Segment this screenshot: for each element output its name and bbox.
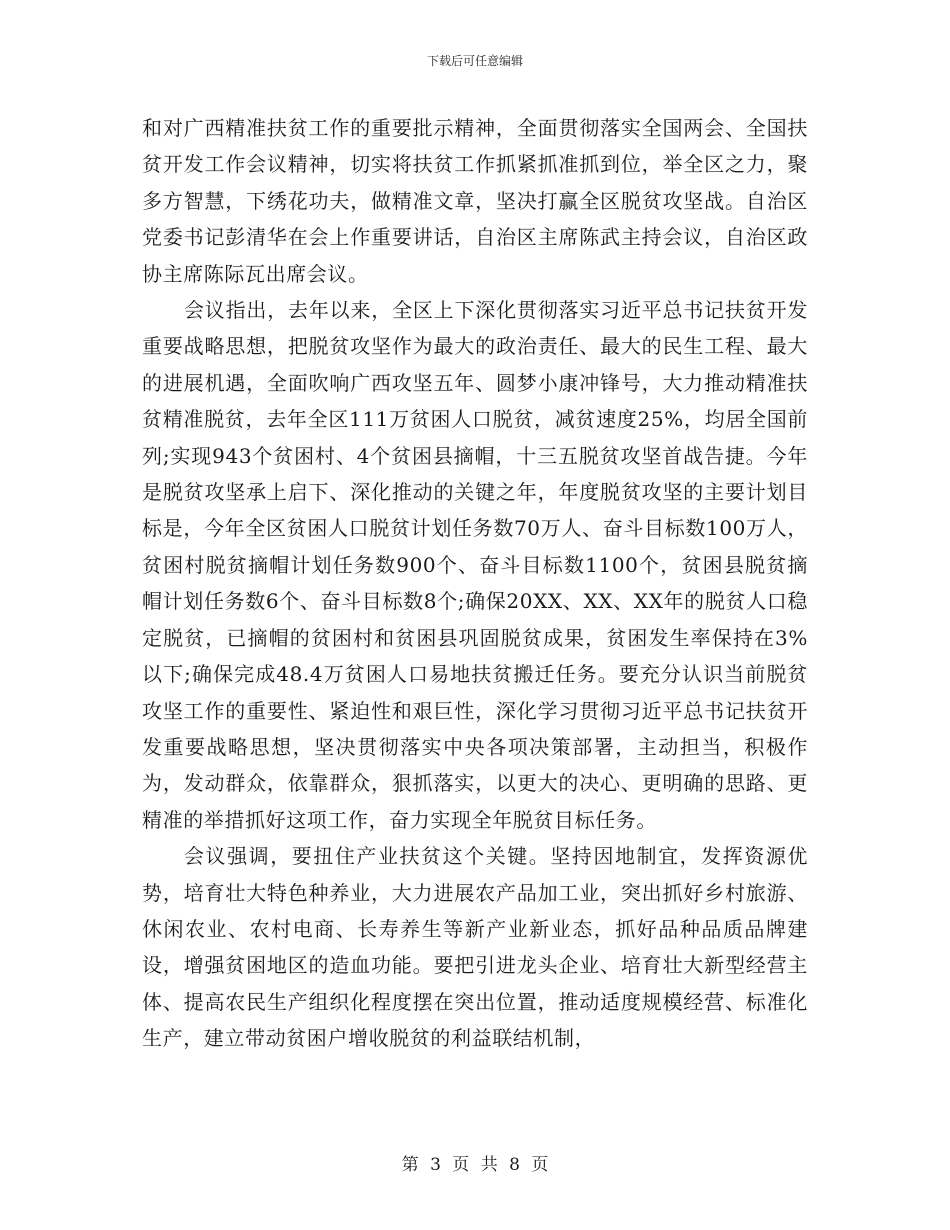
paragraph-meeting-emphasis: 会议强调，要扭住产业扶贫这个关键。坚持因地制宜，发挥资源优势，培育壮大特色种养业，大力进展农产品加工业，突出抓好乡村旅游、休闲农业、农村电商、长寿养生等新产业新业态，抓好品种品质品牌建设，增强贫困地区的造血功能。要把引进龙头企业、培育壮大新型经营主体、提高农民生产组织化程度摆在突出位置，推动适度规模经营、标准化生产，建立带动贫困户增收脱贫的利益联结机制， xyxy=(142,844,808,1051)
page-header: 下载后可任意编辑 xyxy=(426,54,523,68)
page-number-footer: 第 3 页 共 8 页 xyxy=(401,1155,549,1175)
paragraph-meeting-points: 会议指出，去年以来，全区上下深化贯彻落实习近平总书记扶贫开发重要战略思想，把脱贫攻坚作为最大的政治责任、最大的民生工程、最大的进展机遇，全面吹响广西攻坚五年、圆梦小康冲锋号，大力推动精准扶贫精准脱贫，去年全区111万贫困人口脱贫，减贫速度25%，均居全国前列;实现943个贫困村、4个贫困县摘帽，十三五脱贫攻坚首战告捷。今年是脱贫攻坚承上启下、深化推动的关键之年，年度脱贫攻坚的主要计划目标是，今年全区贫困人口脱贫计划任务数70万人、奋斗目标数100万人，贫困村脱贫摘帽计划任务数900个、奋斗目标数1100个，贫困县脱贫摘帽计划任务数6个、奋斗目标数8个;确保20XX、XX、XX年的脱贫人口稳定脱贫，已摘帽的贫困村和贫困县巩固脱贫成果，贫困发生率保持在3%以下;确保完成48.4万贫困人口易地扶贫搬迁任务。要充分认识当前脱贫攻坚工作的重要性、紧迫性和艰巨性，深化学习贯彻习近平总书记扶贫开发重要战略思想，坚决贯彻落实中央各项决策部署，主动担当，积极作为，发动群众，依靠群众，狠抓落实，以更大的决心、更明确的思路、更精准的举措抓好这项工作，奋力实现全年脱贫目标任务。 xyxy=(142,298,808,832)
paragraph-continuation: 和对广西精准扶贫工作的重要批示精神，全面贯彻落实全国两会、全国扶贫开发工作会议精神，切实将扶贫工作抓紧抓准抓到位，举全区之力，聚多方智慧，下绣花功夫，做精准文章，坚决打赢全区脱贫攻坚战。自治区党委书记彭清华在会上作重要讲话，自治区主席陈武主持会议，自治区政协主席陈际瓦出席会议。 xyxy=(142,116,808,286)
document-body xyxy=(142,110,808,1057)
